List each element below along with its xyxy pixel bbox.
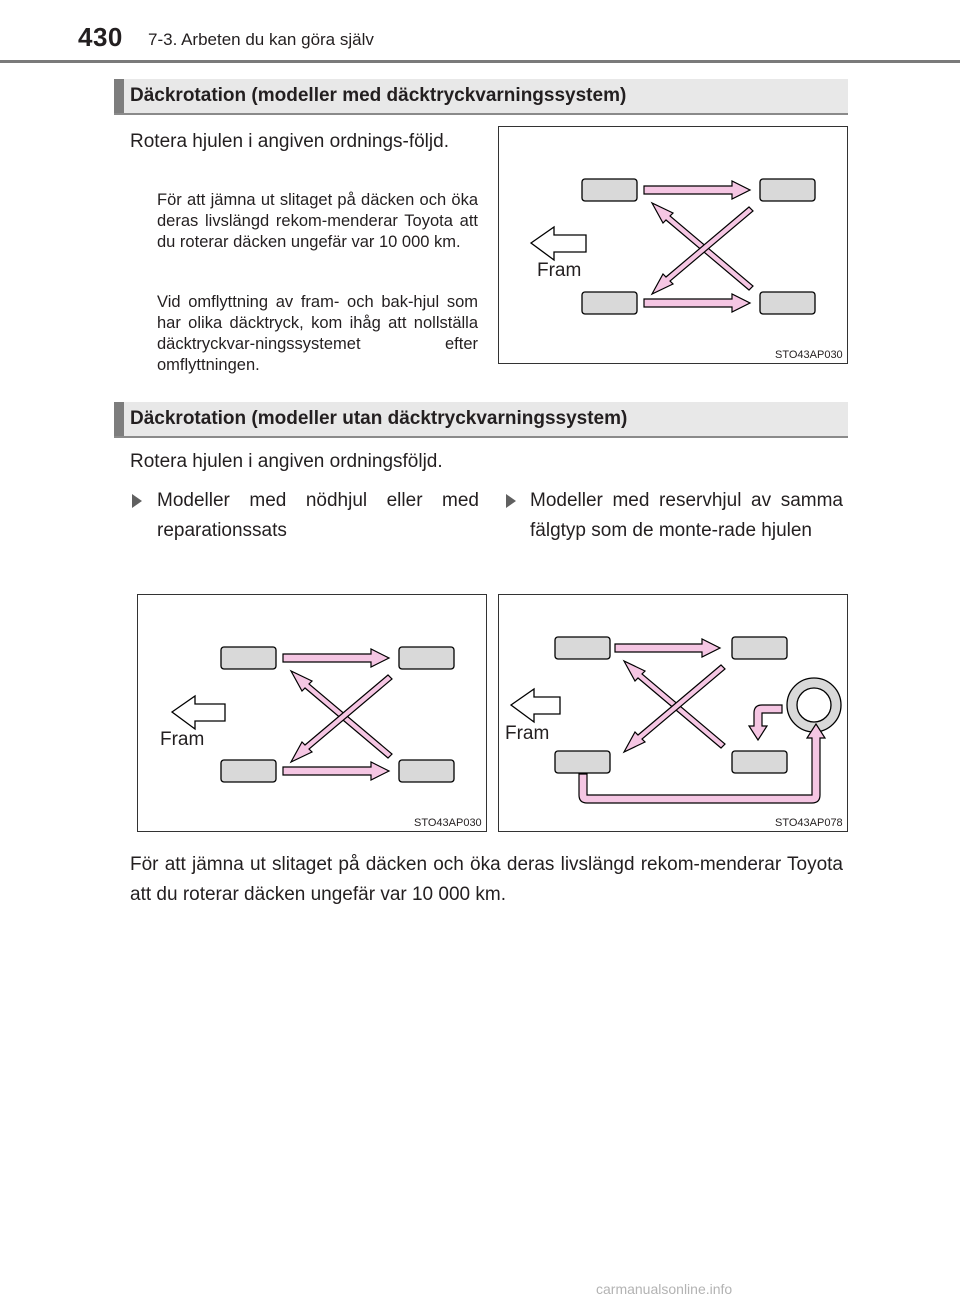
- option-emergency-wheel: Modeller med nödhjul eller med reparationssats: [157, 490, 479, 541]
- tire-rear-left-icon: [582, 292, 637, 314]
- figure-code: STO43AP030: [775, 349, 843, 361]
- pink-arrow-icon: [644, 181, 750, 199]
- figure-code: STO43AP078: [775, 817, 843, 829]
- tire-front-right-icon: [399, 647, 454, 669]
- tire-rear-right-icon: [732, 751, 787, 773]
- chapter-title: 7-3. Arbeten du kan göra själv: [148, 30, 374, 49]
- section1-lead: Rotera hjulen i angiven ordnings-följd.: [130, 131, 449, 152]
- tire-rear-right-icon: [399, 760, 454, 782]
- pink-arrow-icon: [644, 294, 750, 312]
- section-heading-with-tpms: [114, 79, 848, 115]
- tire-rear-left-icon: [555, 751, 610, 773]
- figure-rotation-4wheel-no-tpms: [137, 594, 487, 832]
- left-arrow-outline-icon: [531, 227, 586, 260]
- left-arrow-outline-icon: [511, 689, 560, 722]
- tire-front-left-icon: [555, 637, 610, 659]
- option-same-rim-spare: Modeller med reservhjul av samma fälgtyp som de monte-rade hjulen: [530, 490, 843, 541]
- triangle-bullet-icon: [132, 494, 142, 508]
- pink-arrow-icon: [283, 762, 389, 780]
- pink-arrow-icon: [749, 705, 782, 740]
- pink-arrow-icon: [615, 639, 720, 657]
- section-title: Däckrotation (modeller utan däcktryckvarningssystem): [130, 408, 628, 429]
- tire-front-left-icon: [582, 179, 637, 201]
- section-heading-without-tpms: [114, 402, 848, 438]
- tire-front-right-icon: [760, 179, 815, 201]
- figure-rotation-5wheel: [498, 594, 848, 832]
- tire-rear-left-icon: [221, 760, 276, 782]
- page-number: 430: [78, 22, 123, 52]
- triangle-bullet-icon: [506, 494, 516, 508]
- figure-code: STO43AP030: [414, 817, 482, 829]
- front-label: Fram: [505, 723, 550, 744]
- header-rule: [0, 60, 960, 63]
- front-label: Fram: [537, 260, 582, 281]
- pink-arrow-icon: [579, 724, 825, 803]
- watermark: carmanualsonline.info: [596, 1281, 733, 1297]
- section1-note2: Vid omflyttning av fram- och bak-hjul som har olika däcktryck, kom ihåg att nollställa däcktryckvar-ningssystemet efter omflyttningen.: [157, 293, 478, 374]
- tire-front-left-icon: [221, 647, 276, 669]
- spare-wheel-icon: [787, 678, 841, 732]
- section2-lead: Rotera hjulen i angiven ordningsföljd.: [130, 451, 443, 472]
- tire-rear-right-icon: [760, 292, 815, 314]
- figure-rotation-4wheel: [498, 126, 848, 364]
- section-accent: [114, 79, 124, 113]
- section2-footnote: För att jämna ut slitaget på däcken och öka deras livslängd rekom-menderar Toyota att du roterar däcken ungefär var 10 000 km.: [130, 854, 843, 905]
- section-title: Däckrotation (modeller med däcktryckvarningssystem): [130, 85, 627, 106]
- front-label: Fram: [160, 729, 205, 750]
- left-arrow-outline-icon: [172, 696, 225, 729]
- section-accent: [114, 402, 124, 436]
- tire-front-right-icon: [732, 637, 787, 659]
- pink-arrow-icon: [283, 649, 389, 667]
- section1-note1: För att jämna ut slitaget på däcken och öka deras livslängd rekom-menderar Toyota att du roterar däcken ungefär var 10 000 km.: [157, 191, 478, 251]
